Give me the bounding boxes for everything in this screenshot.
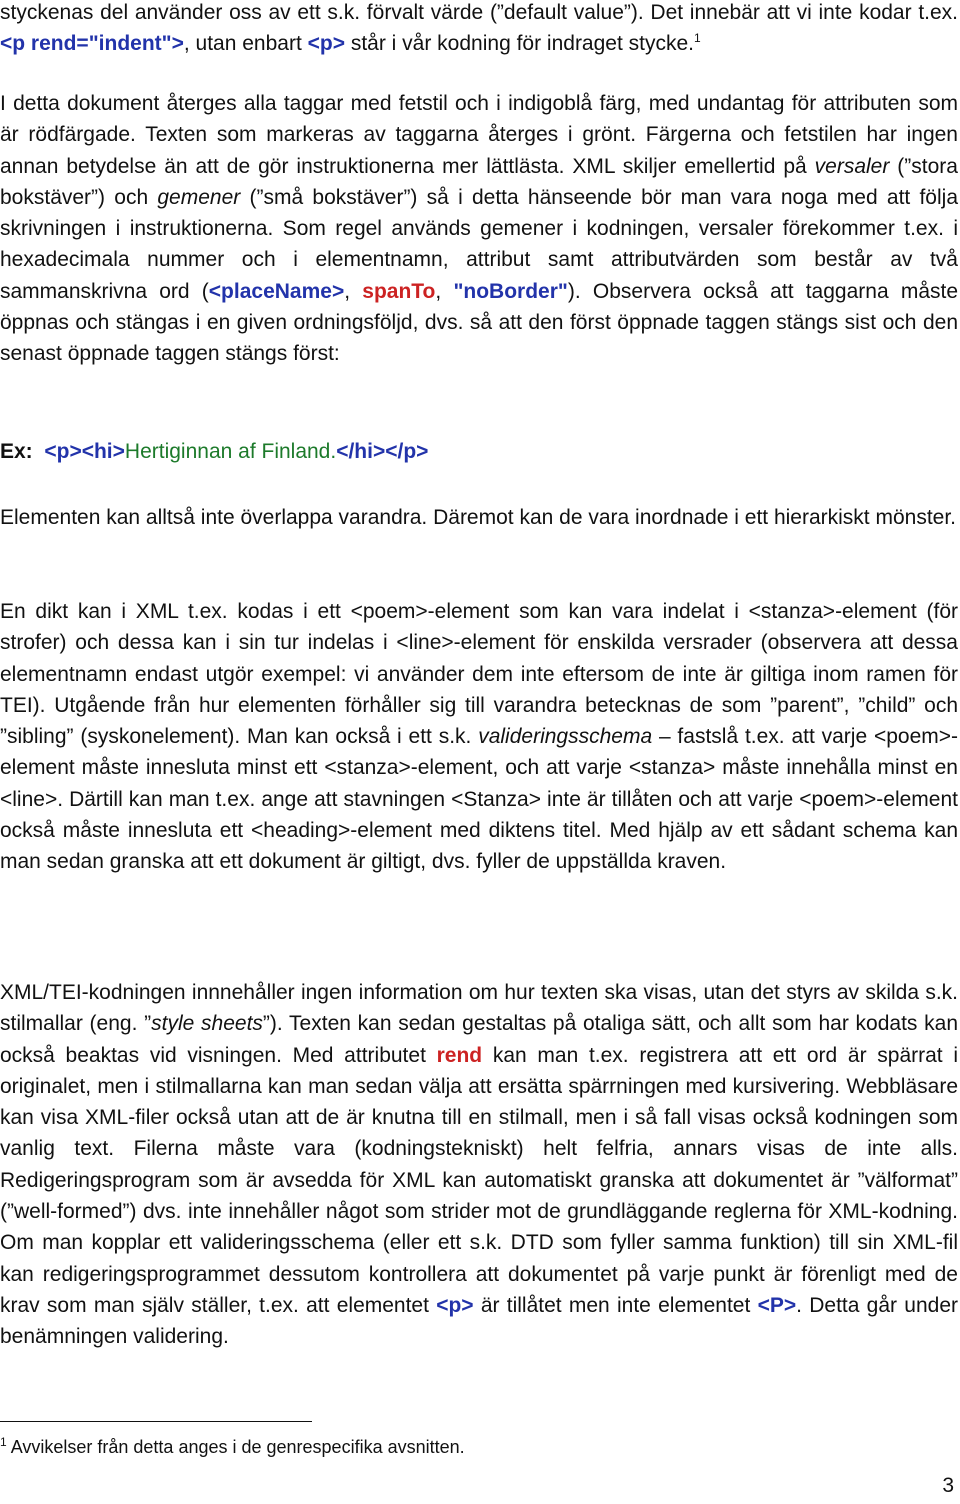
paragraph-stylesheets (0, 977, 958, 1353)
emphasis-versaler: versaler (814, 154, 890, 178)
example-content: Hertiginnan af Finland. (124, 440, 337, 463)
text-span: – fastslå t.ex. att varje <poem>-element måste innesluta minst ett <stanza>-element, och att varje <stanza> måste innehålla minst en <line>. Därtill kan man t.ex. ange att stavningen <Stanza> inte är tillåten och att varje <poem>-element också måste innesluta ett <heading>-element med diktens titel. Med hjälp av ett sådant schema kan man sedan granska att ett dokument är giltigt, dvs. fyller de uppställda kraven. (0, 725, 958, 874)
text-span: . Detta går under benämningen validering. (0, 1293, 958, 1349)
footnote-text: Avvikelser från detta anges i de genrespecifika avsnitten. (6, 1437, 465, 1457)
tag-p-lowercase: <p> (436, 1293, 474, 1317)
value-noborder: "noBorder" (453, 279, 568, 303)
tag-p-rend-indent: <p rend="indent"> (0, 32, 184, 56)
paragraph-tag-colors (0, 88, 958, 370)
footnote-divider (0, 1421, 312, 1422)
text-span: , (435, 279, 454, 303)
text-span: , (344, 279, 363, 303)
example-label: Ex: (0, 440, 33, 463)
attribute-rend: rend (436, 1043, 483, 1067)
text-span: ). Observera också att taggarna måste öppnas och stängas i en given ordningsföljd, dvs. så att den först öppnade taggen stängs sist och den senast öppnade taggen stängs först: (0, 279, 959, 366)
attribute-spanto: spanTo (362, 279, 436, 303)
footnote-reference[interactable]: 1 (694, 31, 701, 46)
text-span: En dikt kan i XML t.ex. kodas i ett <poem>-element som kan vara indelat i <stanza>-element (för strofer) och dessa kan i sin tur indelas i <line>-element för enskilda versrader (observera att dessa elementnamn endast utgör exempel: vi använder dem inte eftersom de inte är giltiga inom ramen för TEI). Utgående från hur elementen förhåller sig till varandra betecknas de som ”parent”, ”child” och ”sibling” (syskonelement). Man kan också i ett s.k. (0, 600, 958, 749)
emphasis-style-sheets: style sheets (151, 1012, 263, 1036)
example-line (0, 436, 958, 467)
text-span: XML/TEI-kodningen innnehåller ingen information om hur texten ska visas, utan det styrs av skilda s.k. stilmallar (eng. ” (0, 981, 958, 1036)
paragraph-default-value (0, 0, 958, 60)
text-span: I detta dokument återges alla taggar med fetstil och i indigoblå färg, med undantag för attributen som är rödfärgade. Texten som markeras av taggarna återges i grönt. Färgerna och fetstilen har ingen annan betydelse än att de gör instruktionerna mer lättlästa. XML skiljer emellertid på (0, 92, 958, 178)
footnote (0, 1434, 465, 1460)
tag-p-uppercase: <P> (757, 1293, 797, 1317)
tag-placename: <placeName> (208, 279, 345, 303)
text-span: styckenas del använder oss av ett s.k. förvalt värde (”default value”). Det innebär att vi inte kodar t.ex. (0, 1, 958, 24)
paragraph-poem-example (0, 596, 958, 878)
paragraph-overlap: Elementen kan alltså inte överlappa varandra. Däremot kan de vara inordnade i ett hierarkiskt mönster. (0, 506, 957, 529)
text-span: står i vår kodning för indraget stycke. (345, 32, 694, 56)
text-span: är tillåtet men inte elementet (473, 1293, 758, 1317)
page-number: 3 (942, 1474, 954, 1497)
tag-p: <p> (307, 32, 345, 56)
emphasis-valideringsschema: valideringsschema (478, 725, 653, 749)
emphasis-gemener: gemener (157, 185, 241, 209)
text-span: ”). Texten kan sedan gestaltas på otaliga sätt, och allt som har kodats kan också beaktas vid visningen. Med attributet (0, 1012, 959, 1067)
example-close-tags: </hi></p> (336, 440, 429, 463)
text-span: (”små bokstäver”) så i detta hänseende bör man vara noga med att följa skrivningen i instruktionerna. Som regel används gemener i kodningen, versaler förekommer t.ex. i hexadecimala nummer och i elementnamn, attribut samt attributvärden som består av två sammanskrivna ord ( (0, 185, 958, 303)
text-span: kan man t.ex. registrera att ett ord är spärrat i originalet, men i stilmallarna kan man sedan välja att ersätta spärrningen med kursivering. Webbläsare kan visa XML-filer också utan att de är knutna till en stilmall, men i så fall visas också kodningen som vanlig text. Filerna måste vara (kodningstekniskt) helt felfria, annars visas de inte alls. Redigeringsprogram som är avsedda för XML kan automatiskt granska att dokumentet är ”välformat” (”well-formed”) dvs. inte innehåller något som strider mot de grundläggande reglerna för XML-kodning. Om man kopplar ett valideringsschema (eller ett s.k. DTD som fyller samma funktion) till sin XML-fil kan redigeringsprogrammet dessutom kontrollera att dokumentet på varje punkt är förenligt med de krav som man själv ställer, t.ex. att elementet (0, 1043, 958, 1317)
text-span: , utan enbart (183, 32, 308, 56)
footnote-number: 1 (0, 1435, 7, 1449)
example-open-tags: <p><hi> (44, 440, 125, 463)
text-span: (”stora bokstäver”) och (0, 154, 958, 209)
